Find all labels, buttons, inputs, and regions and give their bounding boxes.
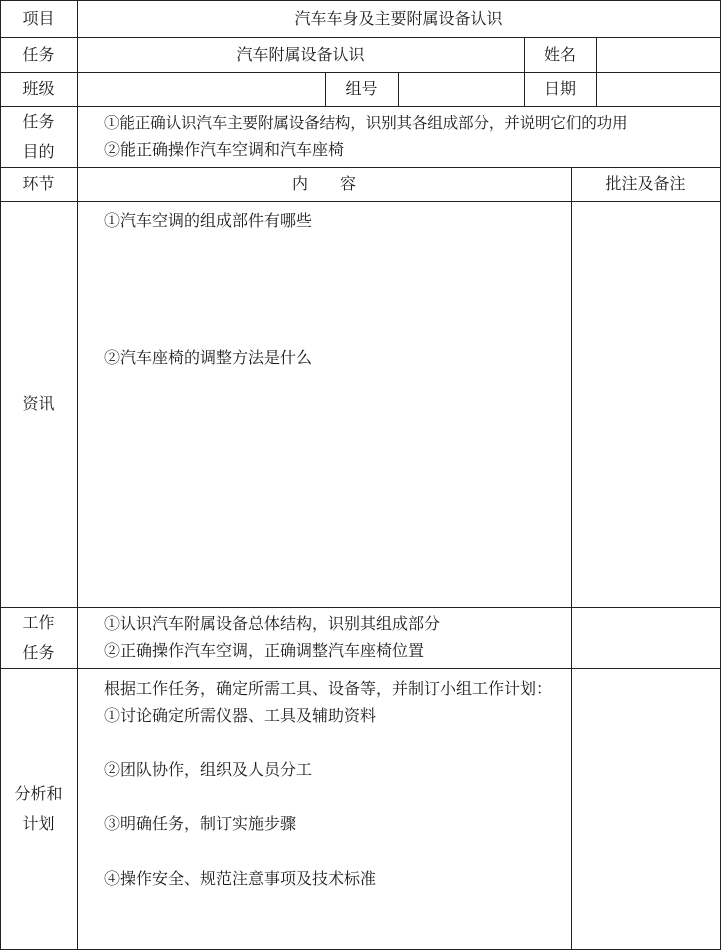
work-task-label-line1: 工作	[22, 612, 55, 632]
analysis-label-line2: 计划	[22, 813, 55, 833]
content-header-char-2: 容	[340, 174, 357, 193]
analysis-label	[0, 668, 77, 949]
info-question-2: ②汽车座椅的调整方法是什么	[104, 348, 313, 367]
class-field[interactable]	[77, 72, 325, 106]
group-label: 组号	[345, 79, 378, 98]
stage-column-header: 环节	[22, 174, 55, 193]
work-task-label	[0, 607, 77, 668]
date-label: 日期	[543, 79, 576, 98]
group-field[interactable]	[398, 72, 524, 106]
content-column-header	[77, 167, 571, 201]
analysis-item-3: ③明确任务，制订实施步骤	[104, 814, 297, 833]
info-label: 资讯	[22, 394, 55, 413]
notes-column-header: 批注及备注	[605, 174, 686, 193]
analysis-item-4: ④操作安全、规范注意事项及技术标准	[104, 869, 377, 888]
objective-item-1: ①能正确认识汽车主要附属设备结构，识别其各组成部分，并说明它们的功用	[104, 114, 628, 132]
info-notes-cell[interactable]	[571, 201, 720, 607]
date-field[interactable]	[596, 72, 720, 106]
project-label: 项目	[22, 8, 55, 28]
analysis-item-1: ①讨论确定所需仪器、工具及辅助资料	[104, 706, 377, 725]
work-task-item-1: ①认识汽车附属设备总体结构，识别其组成部分	[104, 614, 441, 633]
name-label: 姓名	[543, 44, 576, 64]
work-task-notes-cell[interactable]	[571, 607, 720, 668]
analysis-intro: 根据工作任务，确定所需工具、设备等，并制订小组工作计划：	[104, 679, 553, 698]
class-label: 班级	[22, 79, 55, 98]
task-value: 汽车附属设备认识	[236, 44, 365, 64]
row-divider	[0, 106, 721, 107]
objective-label-line2: 目的	[22, 141, 55, 161]
work-task-item-2: ②正确操作汽车空调，正确调整汽车座椅位置	[104, 641, 425, 660]
content-header-char-1: 内	[291, 174, 308, 193]
table-border-bottom	[0, 949, 721, 950]
analysis-label-line1: 分析和	[14, 783, 63, 803]
objective-label-line1: 任务	[22, 111, 55, 131]
work-task-label-line2: 任务	[22, 642, 55, 662]
analysis-item-2: ②团队协作，组织及人员分工	[104, 760, 313, 779]
objective-item-2: ②能正确操作汽车空调和汽车座椅	[104, 140, 345, 159]
task-label: 任务	[22, 44, 55, 64]
analysis-notes-cell[interactable]	[571, 668, 720, 949]
project-value: 汽车车身及主要附属设备认识	[294, 8, 503, 28]
label-column-divider	[77, 0, 78, 950]
objective-label	[0, 106, 77, 167]
info-question-1: ①汽车空调的组成部件有哪些	[104, 211, 313, 230]
name-field[interactable]	[596, 37, 720, 72]
